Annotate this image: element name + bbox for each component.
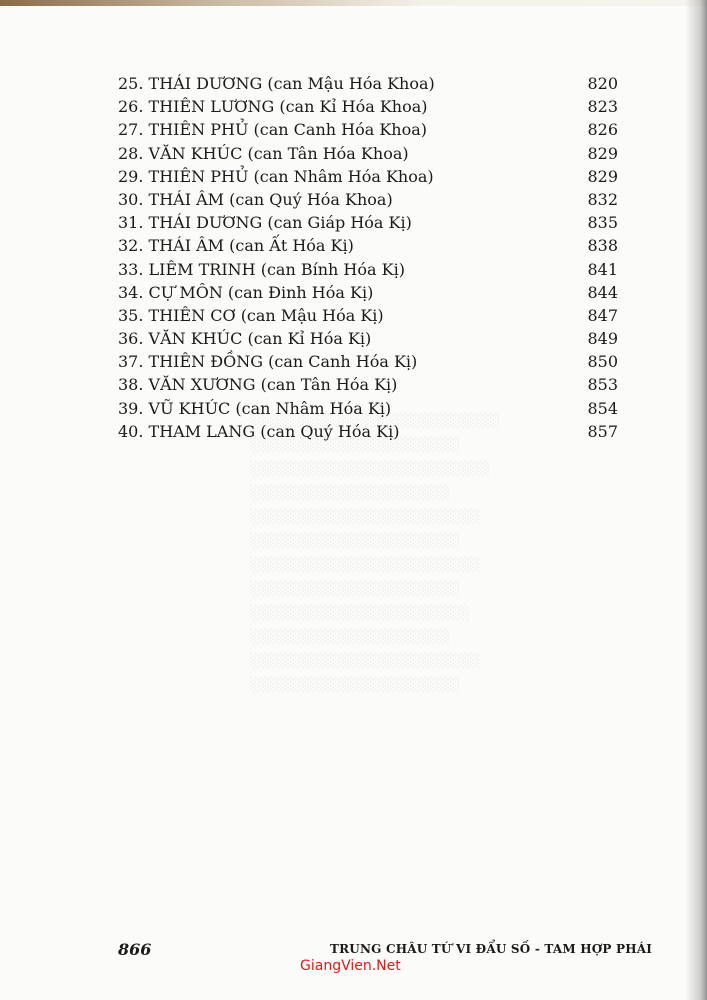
toc-entry-page: 826: [587, 120, 618, 140]
toc-entry: [118, 327, 618, 350]
toc-entry-page: 847: [587, 305, 618, 325]
toc-entry-page: 853: [587, 375, 618, 395]
toc-entry-title: 33. LIÊM TRINH (can Bính Hóa Kị): [118, 259, 405, 279]
toc-entry-title: 35. THIÊN CƠ (can Mậu Hóa Kị): [118, 305, 384, 325]
toc-entry: [118, 373, 618, 396]
running-footer-title: TRUNG CHÂU TỨ VI ĐẨU SỐ - TAM HỢP PHÁI: [330, 942, 653, 956]
toc-entry-page: 857: [587, 421, 618, 441]
page-top-edge: [0, 0, 707, 6]
toc-entry: [118, 397, 618, 420]
toc-entry-title: 30. THÁI ÂM (can Quý Hóa Khoa): [118, 189, 393, 209]
toc-entry: [118, 350, 618, 373]
toc-entry-title: 39. VŨ KHÚC (can Nhâm Hóa Kị): [118, 398, 392, 418]
toc-entry-page: 841: [587, 259, 618, 279]
toc-entry-title: 26. THIÊN LƯƠNG (can Kỉ Hóa Khoa): [118, 97, 428, 117]
toc-entry-title: 29. THIÊN PHỦ (can Nhâm Hóa Khoa): [118, 166, 434, 186]
table-of-contents: [118, 72, 618, 443]
toc-entry: [118, 304, 618, 327]
bleed-through-text: ░░░░░░░░░░░░░░░░░░░░░░░░░ ░░░░░░░░░░░░░░░░░░░░░ ░░░░░░░░░░░░░░░░░░░░░░░░ ░░░░░░░░░░░░░░░░░░░░ ░░░░░░░░░░░░░░░░░░░░░░░ ░░░░░░░░░░░░░░░░░░░░░ ░░░░░░░░░░░░░░░░░░░░░░░ ░░░░░░░░░░░░░░░░░░░░░ ░░░░░░░░░░░░░░░░░░░░░░ ░░░░░░░░░░░░░░░░░░░░ ░░░░░░░░░░░░░░░░░░░░░░░ ░░░░░░░░░░░░░░░░░░░░░: [250, 414, 500, 693]
toc-entry-page: 823: [587, 97, 618, 117]
toc-entry: [118, 258, 618, 281]
toc-entry-title: 34. CỰ MÔN (can Đinh Hóa Kị): [118, 282, 374, 302]
toc-entry-title: 28. VĂN KHÚC (can Tân Hóa Khoa): [118, 143, 409, 163]
toc-entry: [118, 72, 618, 95]
toc-entry: [118, 142, 618, 165]
toc-entry-title: 38. VĂN XƯƠNG (can Tân Hóa Kị): [118, 375, 398, 395]
toc-entry: [118, 234, 618, 257]
toc-entry-title: 37. THIÊN ĐỒNG (can Canh Hóa Kị): [118, 352, 418, 372]
toc-entry-title: 40. THAM LANG (can Quý Hóa Kị): [118, 421, 400, 441]
toc-entry-title: 31. THÁI DƯƠNG (can Giáp Hóa Kị): [118, 213, 412, 233]
toc-entry: [118, 281, 618, 304]
toc-entry-page: 849: [587, 329, 618, 349]
toc-entry: [118, 420, 618, 443]
toc-entry-title: 27. THIÊN PHỦ (can Canh Hóa Khoa): [118, 120, 428, 140]
toc-entry-page: 829: [587, 166, 618, 186]
toc-entry-page: 838: [587, 236, 618, 256]
watermark: GiangVien.Net: [300, 958, 401, 974]
toc-entry-title: 36. VĂN KHÚC (can Kỉ Hóa Kị): [118, 329, 372, 349]
toc-entry-title: 25. THÁI DƯƠNG (can Mậu Hóa Khoa): [118, 74, 435, 93]
toc-entry-page: 850: [587, 352, 618, 372]
toc-entry-page: 820: [587, 74, 618, 93]
page-number: 866: [118, 940, 152, 959]
toc-entry-page: 854: [587, 398, 618, 418]
toc-entry-page: 829: [587, 143, 618, 163]
toc-entry-page: 832: [587, 189, 618, 209]
toc-entry: [118, 188, 618, 211]
toc-entry: [118, 165, 618, 188]
toc-entry: [118, 118, 618, 141]
page-binding-shadow: [685, 0, 707, 1000]
toc-entry: [118, 211, 618, 234]
toc-entry-title: 32. THÁI ÂM (can Ất Hóa Kị): [118, 236, 354, 256]
toc-entry-page: 835: [587, 213, 618, 233]
toc-entry: [118, 95, 618, 118]
toc-entry-page: 844: [587, 282, 618, 302]
